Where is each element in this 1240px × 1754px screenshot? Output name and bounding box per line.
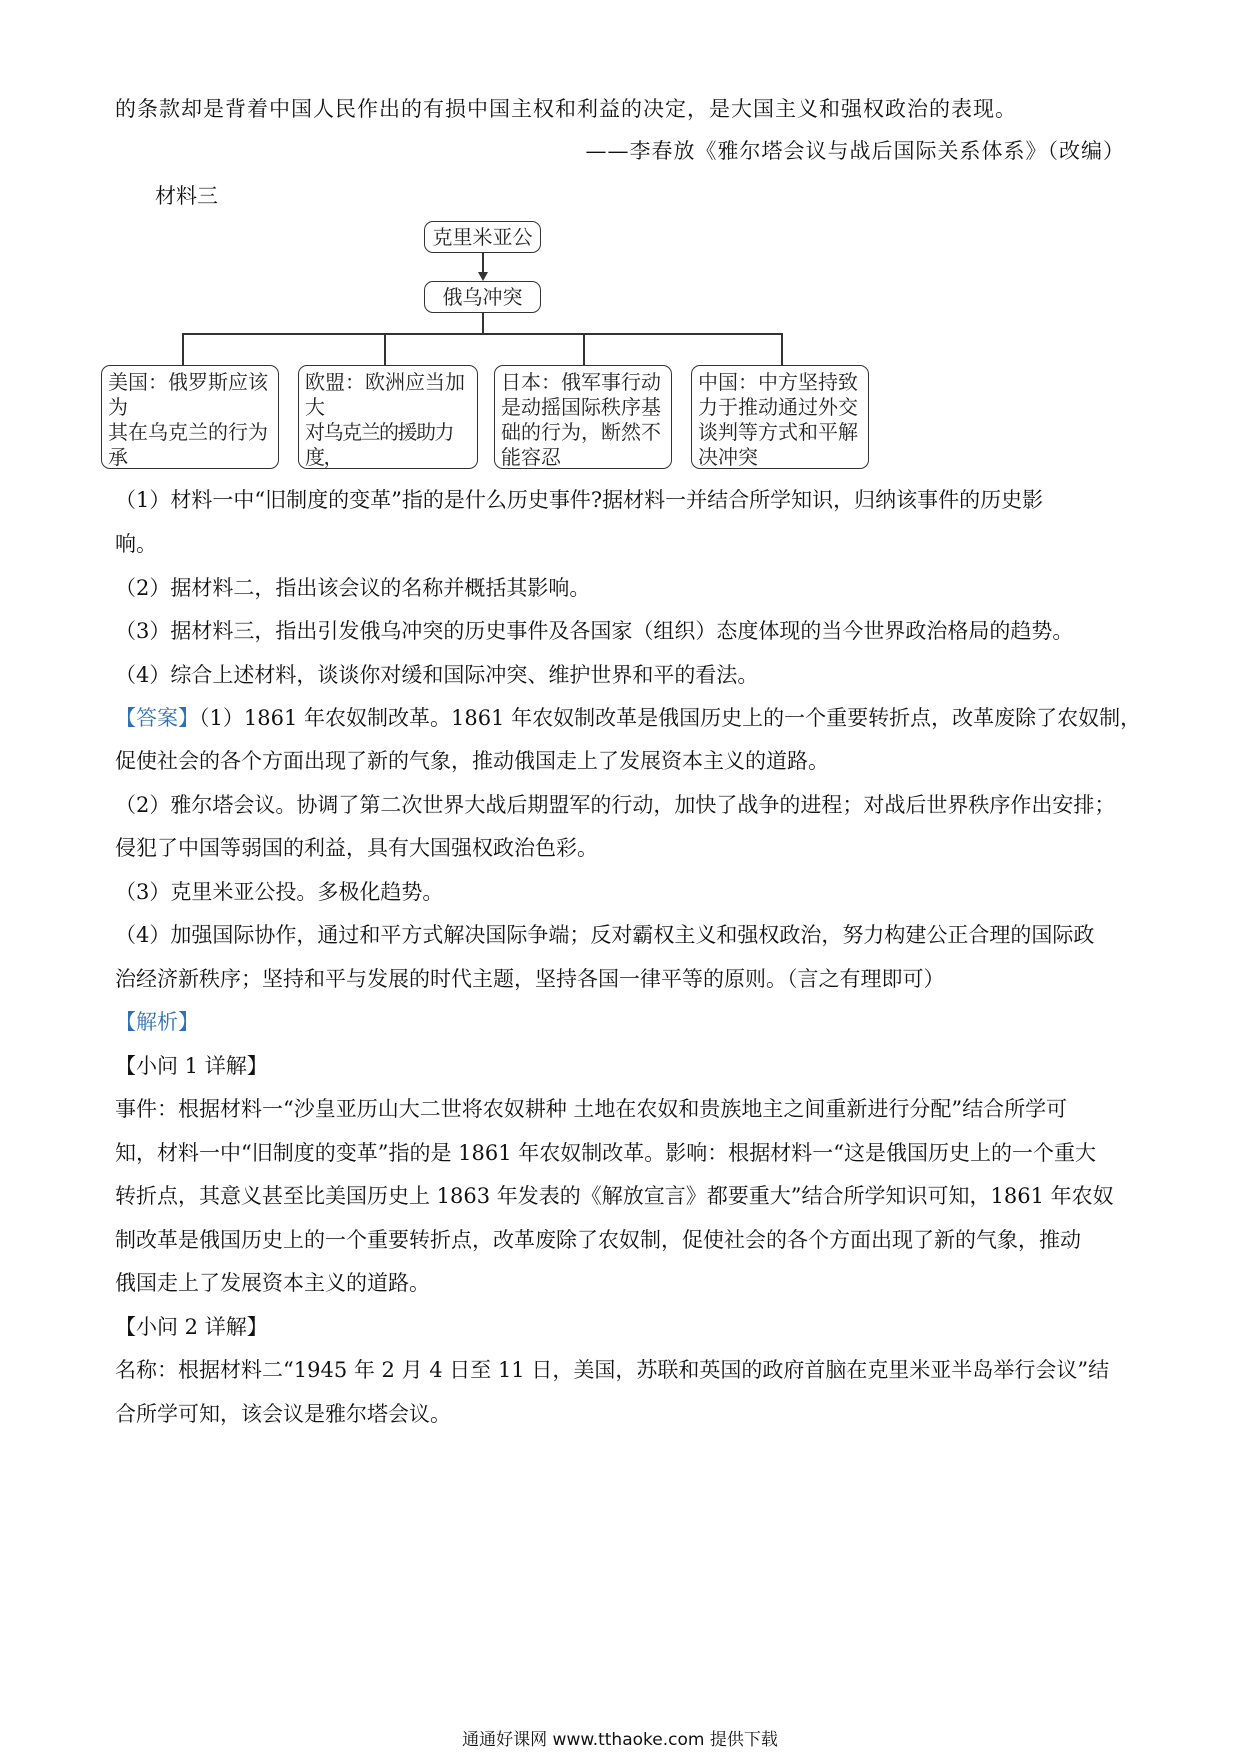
box-china-line-3: 谈判等方式和平解: [698, 420, 858, 444]
sub-question-2-title: 【小问 2 详解】: [115, 1315, 268, 1339]
box-usa-line-1: 美国：俄罗斯应该为: [108, 370, 268, 419]
box-eu-line-1: 欧盟：欧洲应当加大: [305, 370, 465, 419]
answer-line: 治经济新秩序；坚持和平与发展的时代主题，坚持各国一律平等的原则。（言之有理即可）: [115, 967, 945, 991]
analysis-line: 制改革是俄国历史上的一个重要转折点，改革废除了农奴制，促使社会的各个方面出现了新的气象，推动: [115, 1228, 1081, 1252]
diagram-arrow-head: [478, 272, 488, 281]
analysis-line: 转折点，其意义甚至比美国历史上 1863 年发表的《解放宣言》都要重大”结合所学知识可知，1861 年农奴: [115, 1184, 1114, 1208]
answer-line: 促使社会的各个方面出现了新的气象，推动俄国走上了发展资本主义的道路。: [115, 749, 829, 773]
diagram-branch-3: [583, 333, 585, 365]
box-eu-line-2: 对乌克兰的援助力度，: [305, 420, 453, 469]
diagram-node-top: 克里米亚公: [424, 221, 541, 253]
diagram-branch-2: [384, 333, 386, 365]
answer-line: （3）克里米亚公投。多极化趋势。: [115, 880, 444, 904]
box-japan-line-1: 日本：俄军事行动: [501, 370, 661, 394]
question-3: （3）据材料三，指出引发俄乌冲突的历史事件及各国家（组织）态度体现的当今世界政治格局的趋势。: [115, 619, 1074, 643]
diagram-connector: [482, 313, 484, 334]
question-1-cont: 响。: [115, 532, 157, 556]
diagram-box-china: [691, 365, 869, 469]
box-china-line-1: 中国：中方坚持致: [698, 370, 858, 394]
material3-label: 材料三: [155, 184, 218, 208]
diagram-branch-4: [781, 333, 783, 365]
page-footer: 通通好课网 www.tthaoke.com 提供下载: [462, 1730, 778, 1750]
box-china-line-2: 力于推动通过外交: [698, 395, 858, 419]
analysis-line: 名称：根据材料二“1945 年 2 月 4 日至 11 日，美国，苏联和英国的政府首脑在克里米亚半岛举行会议”结: [115, 1358, 1110, 1382]
sub-question-1-title: 【小问 1 详解】: [115, 1054, 268, 1078]
question-4: （4）综合上述材料，谈谈你对缓和国际冲突、维护世界和平的看法。: [115, 663, 759, 687]
answer-line: 侵犯了中国等弱国的利益，具有大国强权政治色彩。: [115, 836, 598, 860]
box-japan-line-4: 能容忍: [501, 445, 561, 469]
analysis-line: 事件：根据材料一“沙皇亚历山大二世将农奴耕种 土地在农奴和贵族地主之间重新进行分配”结合所学可: [115, 1097, 1068, 1121]
diagram-branch-1: [182, 333, 184, 365]
analysis-line: 知，材料一中“旧制度的变革”指的是 1861 年农奴制改革。影响：根据材料一“这是俄国历史上的一个重大: [115, 1141, 1096, 1165]
box-china-line-4: 决冲突: [698, 445, 758, 469]
diagram-box-usa: [101, 365, 279, 469]
answer-line: （4）加强国际协作，通过和平方式解决国际争端；反对霸权主义和强权政治，努力构建公正合理的国际政: [115, 923, 1095, 947]
diagram-branch-line: [182, 333, 782, 335]
diagram-node-middle: 俄乌冲突: [424, 281, 541, 313]
box-japan-line-2: 是动摇国际秩序基: [501, 395, 661, 419]
box-japan-line-3: 础的行为，断然不: [501, 420, 661, 444]
answer-1-start: （1）1861 年农奴制改革。1861 年农奴制改革是俄国历史上的一个重要转折点，改革废除了农奴制，: [199, 706, 1142, 730]
analysis-line: 俄国走上了发展资本主义的道路。: [115, 1271, 430, 1295]
diagram-box-eu: [298, 365, 478, 469]
quote-source: ——李春放《雅尔塔会议与战后国际关系体系》（改编）: [585, 139, 1125, 163]
question-2: （2）据材料二，指出该会议的名称并概括其影响。: [115, 576, 591, 600]
answer-line: （2）雅尔塔会议。协调了第二次世界大战后期盟军的行动，加快了战争的进程；对战后世界秩序作出安排；: [115, 793, 1116, 817]
question-1: （1）材料一中“旧制度的变革”指的是什么历史事件?据材料一并结合所学知识，归纳该事件的历史影: [115, 488, 1044, 512]
answer-label: 【答案】: [115, 706, 199, 730]
box-usa-line-2: 其在乌克兰的行为承: [108, 420, 268, 469]
diagram-box-japan: [494, 365, 672, 469]
quote-text: 的条款却是背着中国人民作出的有损中国主权和利益的决定，是大国主义和强权政治的表现。: [115, 97, 1017, 121]
answer-first-line: [115, 703, 1142, 733]
analysis-line: 合所学可知，该会议是雅尔塔会议。: [115, 1402, 451, 1426]
analysis-label: 【解析】: [115, 1010, 199, 1034]
diagram-arrow-line: [482, 253, 484, 273]
